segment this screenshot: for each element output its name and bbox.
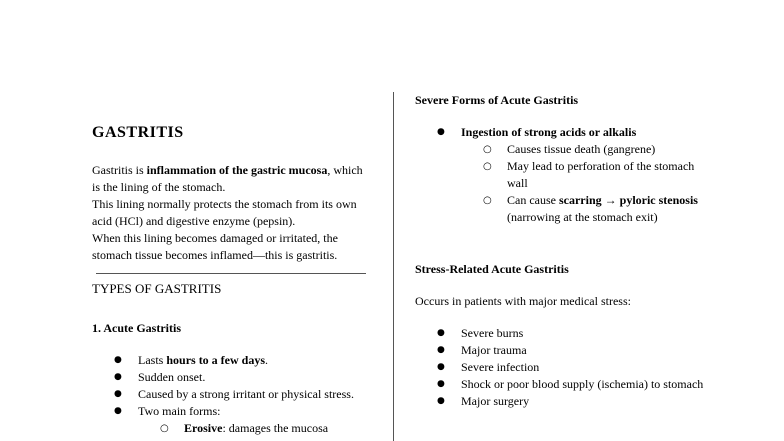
stress-causes-list (415, 325, 715, 410)
list-item: ● Shock or poor blood supply (ischemia) to stomach (415, 376, 731, 393)
acute-forms-sublist (138, 420, 368, 437)
list-item-text: Lasts (138, 353, 167, 367)
sublist-item-bold-text: scarring → pyloric stenosis (558, 193, 698, 207)
severe-forms-list (415, 124, 715, 226)
intro-line-3: When this lining becomes damaged or irritated, the stomach tissue becomes inflamed—this is gastritis. (92, 231, 338, 262)
intro-text: , which is the lining of the stomach. (92, 163, 363, 194)
list-item (92, 403, 368, 437)
intro-text: Gastritis is (92, 163, 147, 177)
list-item (92, 352, 368, 369)
sublist-item (461, 192, 707, 226)
intro-line-1 (92, 162, 368, 196)
types-heading: TYPES OF GASTRITIS (92, 281, 222, 296)
intro-bold-text: inflammation of the gastric mucosa (146, 163, 328, 177)
column-divider (393, 92, 394, 441)
acute-gastritis-list (92, 352, 368, 437)
intro-paragraph (92, 162, 368, 264)
sublist-item: ○ Causes tissue death (gangrene) (461, 141, 707, 158)
sublist-item-text: (narrowing at the stomach exit) (507, 210, 658, 224)
list-item: ● Major surgery (415, 393, 715, 410)
stress-intro: Occurs in patients with major medical stress: (415, 294, 631, 308)
list-item (415, 124, 715, 226)
list-item: ● Severe infection (415, 359, 715, 376)
list-item-text: . (265, 353, 269, 367)
intro-line-2: This lining normally protects the stomach from its own acid (HCl) and digestive enzyme (pepsin). (92, 197, 357, 228)
horizontal-rule (96, 273, 366, 274)
severe-forms-heading: Severe Forms of Acute Gastritis (415, 93, 579, 107)
list-item-bold-text: hours to a few days (166, 353, 266, 367)
sublist-item-text: : damages the mucosa (222, 421, 329, 435)
list-item: ● Sudden onset. (92, 369, 368, 386)
list-item-bold-text: Ingestion of strong acids or alkalis (461, 125, 637, 139)
sublist-item-bold-text: Erosive (184, 421, 223, 435)
list-item: ● Caused by a strong irritant or physical stress. (92, 386, 368, 403)
stress-related-heading: Stress-Related Acute Gastritis (415, 262, 569, 276)
severe-forms-sublist (461, 141, 715, 226)
sublist-item (138, 420, 368, 437)
sublist-item-text: Can cause (507, 193, 559, 207)
acute-gastritis-heading: 1. Acute Gastritis (92, 321, 181, 335)
document-title: GASTRITIS (92, 124, 184, 141)
sublist-item: ○ May lead to perforation of the stomach wall (461, 158, 707, 192)
list-item-text: Two main forms: (138, 404, 221, 418)
list-item: ● Major trauma (415, 342, 715, 359)
list-item: ● Severe burns (415, 325, 715, 342)
